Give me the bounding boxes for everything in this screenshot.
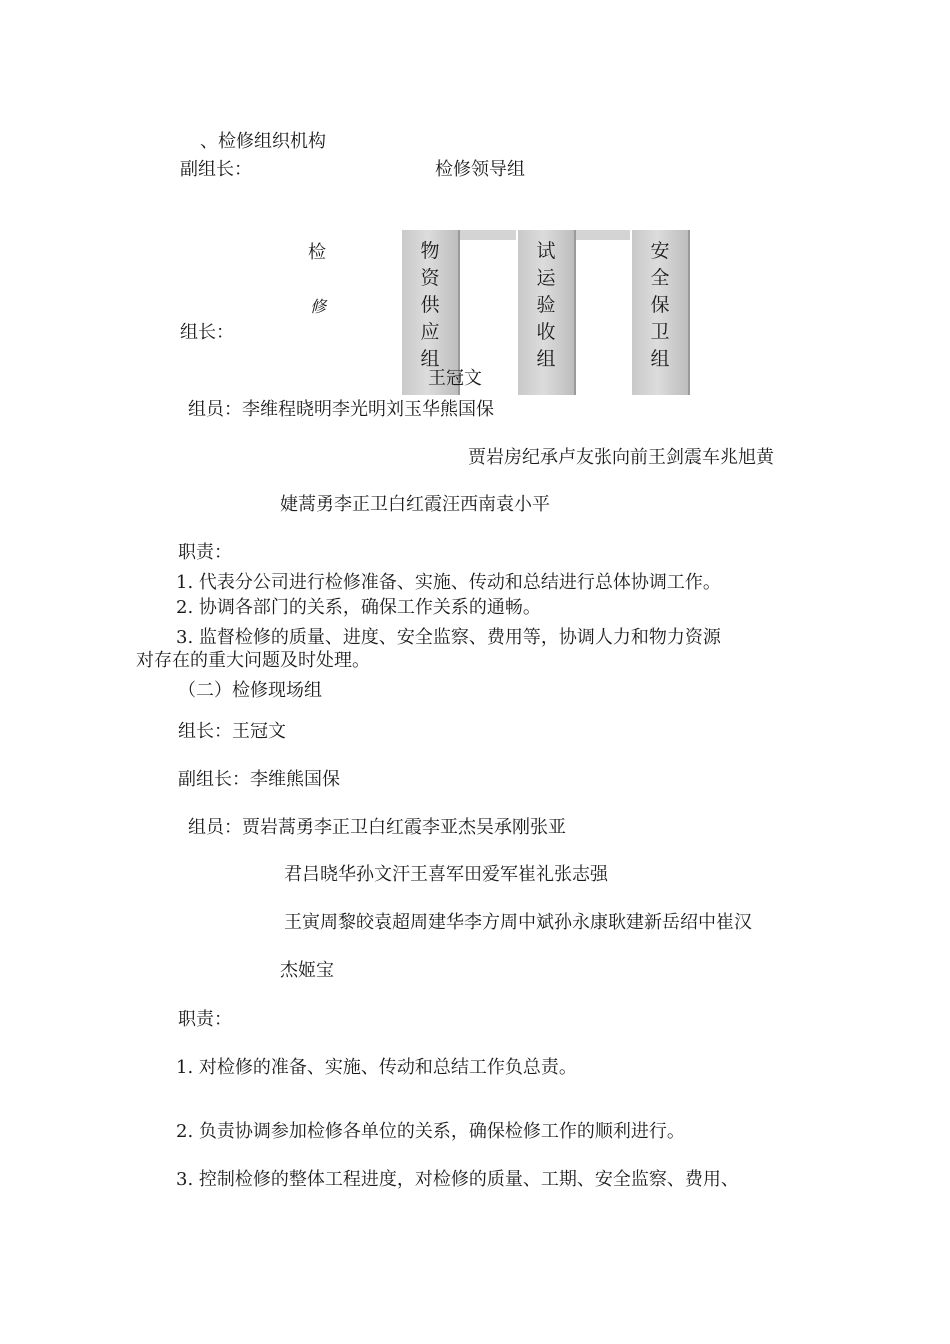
leader-label: 组长： (180, 322, 234, 343)
duty-1-3a: 3. 监督检修的质量、进度、安全监察、费用等，协调人力和物力资源 (176, 627, 721, 648)
leader-name: 王冠文 (428, 368, 482, 389)
members-line-2: 贾岩房纪承卢友张向前王剑震车兆旭黄 (468, 447, 774, 468)
duties-label-1: 职责： (178, 542, 232, 563)
section2-deputy: 副组长：李维熊国保 (178, 769, 340, 790)
org-box-label: 物资供应组 (420, 240, 440, 370)
org-box-acceptance (518, 230, 576, 395)
section2-members-2: 君吕晓华孙文汗王喜军田爱军崔礼张志强 (284, 864, 608, 885)
leader-group-title: 检修领导组 (435, 159, 525, 180)
connector-bar-1 (458, 230, 516, 240)
section2-members-4: 杰姬宝 (280, 960, 334, 981)
duty-1-3b: 对存在的重大问题及时处理。 (136, 650, 370, 671)
duties-label-2: 职责： (178, 1009, 232, 1030)
duty-1-2: 2. 协调各部门的关系，确保工作关系的通畅。 (176, 597, 541, 618)
org-box-label: 试运验收组 (536, 240, 556, 370)
connector-bar-2 (574, 230, 630, 240)
section1-title: 、检修组织机构 (200, 131, 326, 152)
section2-title: （二）检修现场组 (178, 680, 322, 701)
duty-2-3: 3. 控制检修的整体工程进度，对检修的质量、工期、安全监察、费用、 (176, 1169, 739, 1190)
org-box-security (632, 230, 690, 395)
section2-members-1: 组员：贾岩蒿勇李正卫白红霞李亚杰吴承刚张亚 (188, 817, 566, 838)
duty-2-1: 1. 对检修的准备、实施、传动和总结工作负总责。 (176, 1057, 577, 1078)
duty-1-1: 1. 代表分公司进行检修准备、实施、传动和总结进行总体协调工作。 (176, 572, 721, 593)
members-line-1: 组员：李维程晓明李光明刘玉华熊国保 (188, 399, 494, 420)
members-line-3: 婕蒿勇李正卫白红霞汪西南袁小平 (280, 494, 550, 515)
deputy-leader-label: 副组长： (180, 159, 252, 180)
section2-leader: 组长：王冠文 (178, 721, 286, 742)
side-char-2: 修 (310, 297, 327, 316)
duty-2-2: 2. 负责协调参加检修各单位的关系，确保检修工作的顺利进行。 (176, 1121, 685, 1142)
section2-members-3: 王寅周黎皎袁超周建华李方周中斌孙永康耿建新岳绍中崔汉 (284, 912, 752, 933)
org-box-label: 安全保卫组 (650, 240, 670, 370)
side-char-1: 检 (308, 242, 326, 263)
